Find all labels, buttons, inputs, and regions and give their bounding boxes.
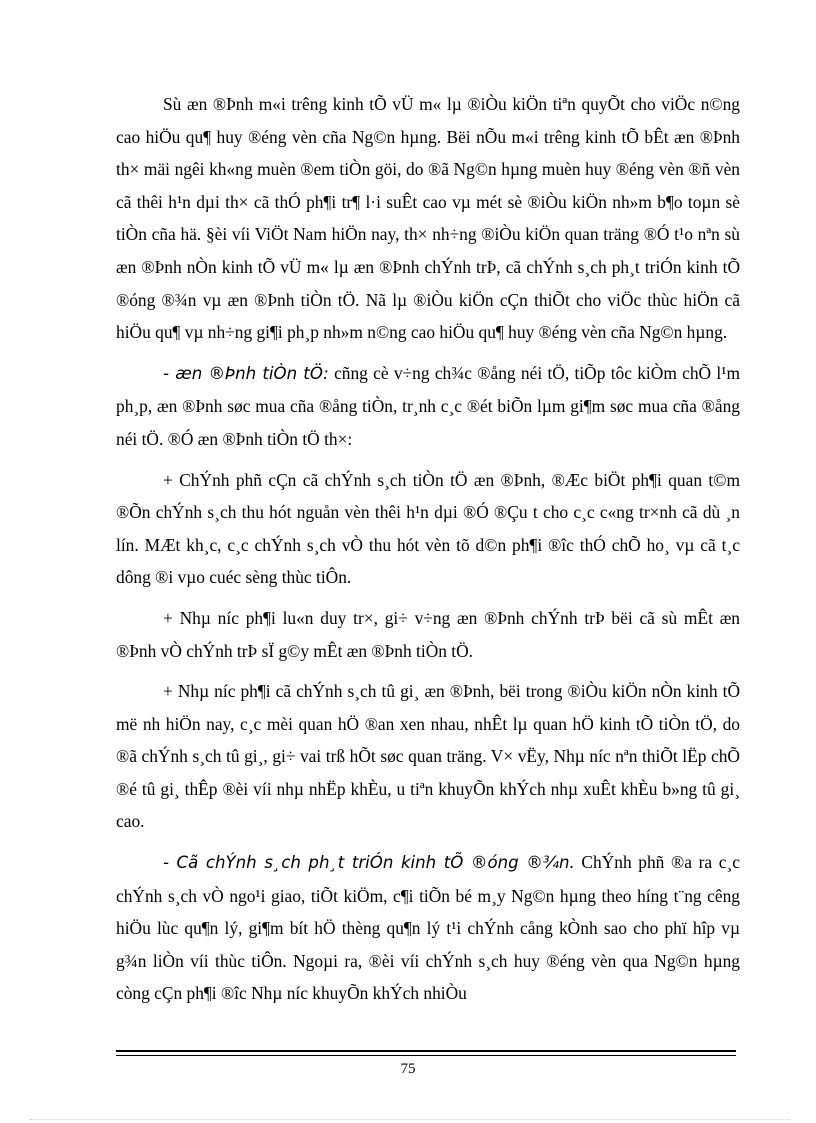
paragraph-lead: - Cã chÝnh s¸ch ph¸t triÓn kinh tÕ ®óng ®¾n. <box>163 853 575 873</box>
paragraph-political-stability <box>116 602 740 667</box>
footer-rule-thick <box>116 1050 736 1052</box>
page-bottom-divider <box>30 1119 790 1120</box>
footer-rule-thin <box>116 1055 736 1056</box>
paragraph-text: Sù æn ®Þnh m«i trêng kinh tÕ vÜ m« lµ ®iÒu kiÖn tiªn quyÕt cho viÖc n©ng cao hiÖu qu¶ huy ®éng vèn cña Ng©n hµng. Bëi nÕu m«i trêng kinh tÕ bÊt æn ®Þnh th× mäi ngêi kh«ng muèn ®em tiÒn göi, do ®ã Ng©n hµng muèn huy ®éng vèn ®ñ vèn cã thêi h¹n dµi th× cã thÓ ph¶i tr¶ l·i suÊt cao vµ mét sè ®iÒu kiÖn nh»m b¶o toµn sè tiÒn cña hä. §èi víi ViÖt Nam hiÖn nay, th× nh÷ng ®iÒu kiÖn quan träng ®Ó t¹o nªn sù æn ®Þnh nÒn kinh tÕ vÜ m« lµ æn ®Þnh chÝnh trÞ, cã chÝnh s¸ch ph¸t triÓn kinh tÕ ®óng ®¾n vµ æn ®Þnh tiÒn tÖ. Nã lµ ®iÒu kiÖn cÇn thiÕt cho viÖc thùc hiÖn cã hiÖu qu¶ vµ nh÷ng gi¶i ph¸p nh»m n©ng cao hiÖu qu¶ huy ®éng vèn cña Ng©n hµng. <box>116 94 740 343</box>
paragraph-intro <box>116 88 740 349</box>
document-body <box>116 88 740 1010</box>
paragraph-currency-stability <box>116 357 740 456</box>
paragraph-government-policy <box>116 464 740 594</box>
paragraph-text: + Nhµ níc ph¶i cã chÝnh s¸ch tû gi¸ æn ®Þnh, bëi trong ®iÒu kiÖn nÒn kinh tÕ më nh hiÖn nay, c¸c mèi quan hÖ ®an xen nhau, nhÊt lµ quan hÖ kinh tÕ tiÒn tÖ, do ®ã chÝnh s¸ch tû gi¸, gi÷ vai trß hÕt søc quan träng. V× vËy, Nhµ níc nªn thiÕt lËp chÕ ®é tû gi¸ thÊp ®èi víi nhµ nhËp khÈu, u tiªn khuyÕn khÝch nhµ xuÊt khÈu b»ng tû gi¸ cao. <box>116 681 740 832</box>
paragraph-text: + Nhµ níc ph¶i lu«n duy tr×, gi÷ v÷ng æn ®Þnh chÝnh trÞ bëi cã sù mÊt æn ®Þnh vÒ chÝnh trÞ sÏ g©y mÊt æn ®Þnh tiÒn tÖ. <box>116 607 740 661</box>
paragraph-exchange-rate <box>116 675 740 838</box>
paragraph-economic-policy <box>116 846 740 1010</box>
paragraph-text: + ChÝnh phñ cÇn cã chÝnh s¸ch tiÒn tÖ æn ®Þnh, ®Æc biÖt ph¶i quan t©m ®Õn chÝnh s¸ch thu hót nguån vèn thêi h¹n dµi ®Ó ®Çu t cho c¸c c«ng tr×nh cã dù ¸n lín. MÆt kh¸c, c¸c chÝnh s¸ch vÒ thu hót vèn tõ d©n ph¶i ®îc thÓ chÕ ho¸ vµ cã t¸c dông ®i vµo cuéc sèng thùc tiÔn. <box>116 469 740 588</box>
paragraph-text: cñng cè v÷ng ch¾c ®ång néi tÖ, tiÕp tôc kiÒm chÕ l¹m ph¸p, æn ®Þnh søc mua cña ®ång tiÒn, tr¸nh c¸c ®ét biÕn lµm gi¶m søc mua cña ®ång néi tÖ. ®Ó æn ®Þnh tiÒn tÖ th×: <box>116 362 740 449</box>
paragraph-text: ChÝnh phñ ®a ra c¸c chÝnh s¸ch vÒ ngo¹i giao, tiÕt kiÖm, c¶i tiÕn bé m¸y Ng©n hµng theo híng t¨ng cêng hiÖu lùc qu¶n lý, gi¶m bít hÖ thèng qu¶n lý t¹i chÝnh cång kÒnh sao cho phï hîp vµ g¾n liÒn víi thùc tiÔn. Ngoµi ra, ®èi víi chÝnh s¸ch huy ®éng vèn qua Ng©n hµng còng cÇn ph¶i ®îc Nhµ níc khuyÕn khÝch nhiÒu <box>116 852 740 1004</box>
paragraph-lead: - æn ®Þnh tiÒn tÖ: <box>163 363 329 383</box>
page-number: 75 <box>400 1061 416 1077</box>
